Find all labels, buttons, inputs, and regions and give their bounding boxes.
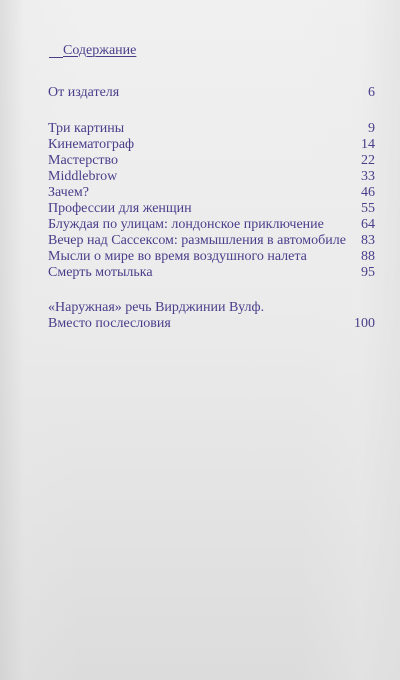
toc-entry-page: 95: [361, 265, 375, 280]
toc-entry: [48, 137, 375, 153]
toc-entry-page: 100: [354, 316, 375, 331]
toc-entry-page: 22: [361, 153, 375, 168]
toc-entry-title: Вместо послесловия: [48, 316, 171, 331]
toc-entry: [48, 185, 375, 201]
toc-entry-page: 83: [361, 233, 375, 248]
toc-entry-page: 14: [361, 137, 375, 152]
toc-entry: [48, 201, 375, 217]
toc-entry: [48, 169, 375, 185]
toc-entry-title: Смерть мотылька: [48, 265, 153, 280]
toc-entry-page: 33: [361, 169, 375, 184]
toc-entry-title: «Наружная» речь Вирджинии Вулф.: [48, 300, 265, 315]
toc-entry-page: 9: [368, 121, 375, 136]
toc-entry: [48, 153, 375, 169]
toc-entry-title: Блуждая по улицам: лондонское приключение: [48, 217, 324, 232]
toc-entry-page: 88: [361, 249, 375, 264]
toc-entry-title: Кинематограф: [48, 137, 135, 152]
toc-entry-page: 6: [368, 85, 375, 100]
toc-entry-title: От издателя: [48, 85, 120, 100]
toc-entry-publisher: [48, 85, 375, 101]
toc-entry-title: Профессии для женщин: [48, 201, 192, 216]
toc-entry: [48, 121, 375, 137]
toc-entry-title: Зачем?: [48, 185, 89, 200]
toc-entry-title: Мысли о мире во время воздушного налета: [48, 249, 307, 264]
toc-entry: [48, 233, 375, 249]
toc-heading: Содержание: [63, 43, 137, 58]
toc-entry-page: 46: [361, 185, 375, 200]
toc-entry: [48, 217, 375, 233]
toc-entry-page: 64: [361, 217, 375, 232]
toc-entry-title: Три картины: [48, 121, 125, 136]
toc-entry-title: Middlebrow: [48, 169, 118, 184]
toc-entry: [48, 265, 375, 281]
toc-entry-title: Мастерство: [48, 153, 119, 168]
toc-entry: [48, 249, 375, 265]
toc-entry-title: Вечер над Сассексом: размышления в автомобиле: [48, 233, 346, 248]
toc-entry-page: 55: [361, 201, 375, 216]
toc-entry-afterword-line2: [48, 316, 375, 332]
toc-entry-afterword-line1: [48, 300, 375, 316]
table-of-contents: [48, 42, 375, 332]
